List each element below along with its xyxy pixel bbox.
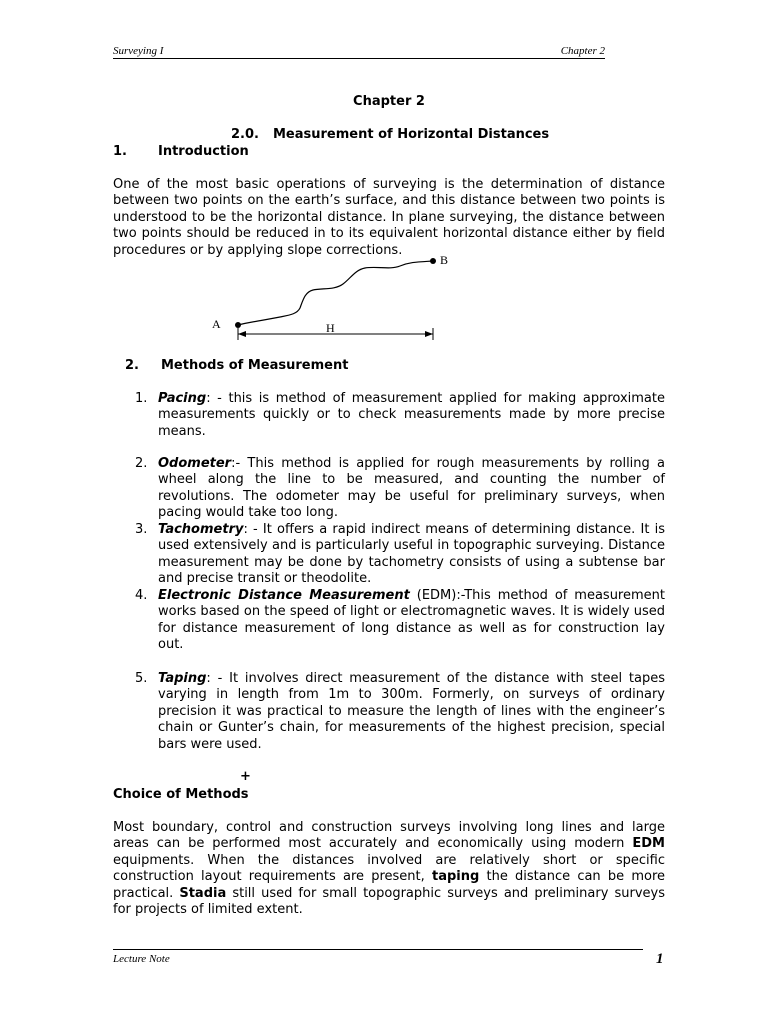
method-description: : - It offers a rapid indirect means of determining distance. It is used extensively and is particularly useful in topographic surveying. Distance measurement may be done by tachometry consists of using a subtense bar and precise transit or theodolite.: [158, 522, 665, 587]
choice-text-3: the distance can be more practical.: [113, 869, 665, 901]
choice-text-4: still used for small topographic surveys and preliminary surveys for projects of limited extent.: [113, 885, 665, 918]
point-b-label: B: [440, 253, 449, 267]
method-term: Electronic Distance Measurement: [158, 588, 410, 603]
methods-title: Methods of Measurement: [161, 358, 349, 373]
intro-number: 1.: [113, 144, 127, 159]
intro-paragraph: One of the most basic operations of surveying is the determination of distance between two points on the earth’s surface, and this distance between two points is understood to be the horizontal distance. In plane surveying, the distance between two points should be reduced in to its equivalent horizontal distance either by field procedures or by applying slope corrections.: [113, 177, 665, 258]
point-a-marker: [235, 322, 241, 328]
method-item-number: 5.: [135, 671, 148, 686]
method-item-edm: [135, 588, 665, 654]
method-term: Odometer: [158, 456, 232, 471]
method-description: :- This method is applied for rough measurements by rolling a wheel along the line to be measured, and counting the number of revolutions. The odometer may be useful for preliminary surveys, when pacing would take too long.: [158, 456, 665, 521]
running-header-right: Chapter 2: [560, 45, 605, 57]
method-item-tachometry: [135, 522, 665, 588]
distance-h-label: H: [326, 321, 335, 335]
page-number: 1: [656, 951, 664, 967]
horizontal-distance-diagram: [205, 250, 455, 350]
method-item-number: 2.: [135, 456, 148, 471]
method-description: : - It involves direct measurement of the distance with steel tapes varying in length from 1m to 300m. Formerly, on surveys of ordinary precision it was practical to measure the length of lines with the engineer’s chain or Gunter’s chain, for measurements of the highest precision, special bars were used.: [158, 671, 665, 752]
intro-heading: [113, 144, 249, 159]
point-b-marker: [430, 258, 436, 264]
intro-title: Introduction: [158, 144, 249, 159]
section-number: 2.0.: [231, 127, 259, 142]
method-term: Tachometry: [158, 522, 244, 537]
method-item-odometer: [135, 456, 665, 522]
choice-heading: Choice of Methods: [113, 787, 249, 802]
choice-bold-edm: EDM: [632, 836, 665, 852]
choice-text-1: Most boundary, control and construction surveys involving long lines and large areas can be performed most accurately and economically using modern: [113, 820, 665, 852]
section-title-text: Measurement of Horizontal Distances: [273, 127, 550, 142]
methods-heading: [125, 358, 348, 373]
method-description: (EDM):-This method of measurement works based on the speed of light or electromagnetic waves. It is widely used for distance measurement of long distance as well as for construction lay out.: [158, 588, 665, 653]
method-item-number: 1.: [135, 391, 148, 406]
choice-paragraph: [113, 820, 665, 918]
plus-mark: +: [240, 769, 251, 784]
method-term: Taping: [158, 671, 207, 686]
section-title: [231, 127, 549, 142]
choice-bold-stadia: Stadia: [179, 885, 227, 901]
footer-rule: [113, 949, 643, 950]
method-item-taping: [135, 671, 665, 753]
choice-text-2: equipments. When the distances involved are relatively short or specific construction layout requirements are present,: [113, 852, 665, 885]
choice-bold-taping: taping: [431, 869, 480, 885]
chapter-title: Chapter 2: [353, 94, 425, 109]
arrowhead-right: [425, 331, 433, 337]
terrain-profile-line: [238, 261, 433, 325]
point-a-label: A: [212, 317, 221, 331]
methods-number: 2.: [125, 358, 139, 373]
running-header-left: Surveying I: [113, 45, 164, 57]
method-item-pacing: [135, 391, 665, 440]
arrowhead-left: [238, 331, 246, 337]
method-term: Pacing: [158, 391, 207, 406]
method-item-number: 4.: [135, 588, 148, 603]
method-description: : - this is method of measurement applied for making approximate measurements quickly or to check measurements made by more precise means.: [158, 391, 665, 439]
method-item-number: 3.: [135, 522, 148, 537]
running-footer-left: Lecture Note: [113, 953, 170, 965]
header-rule: [113, 58, 605, 59]
